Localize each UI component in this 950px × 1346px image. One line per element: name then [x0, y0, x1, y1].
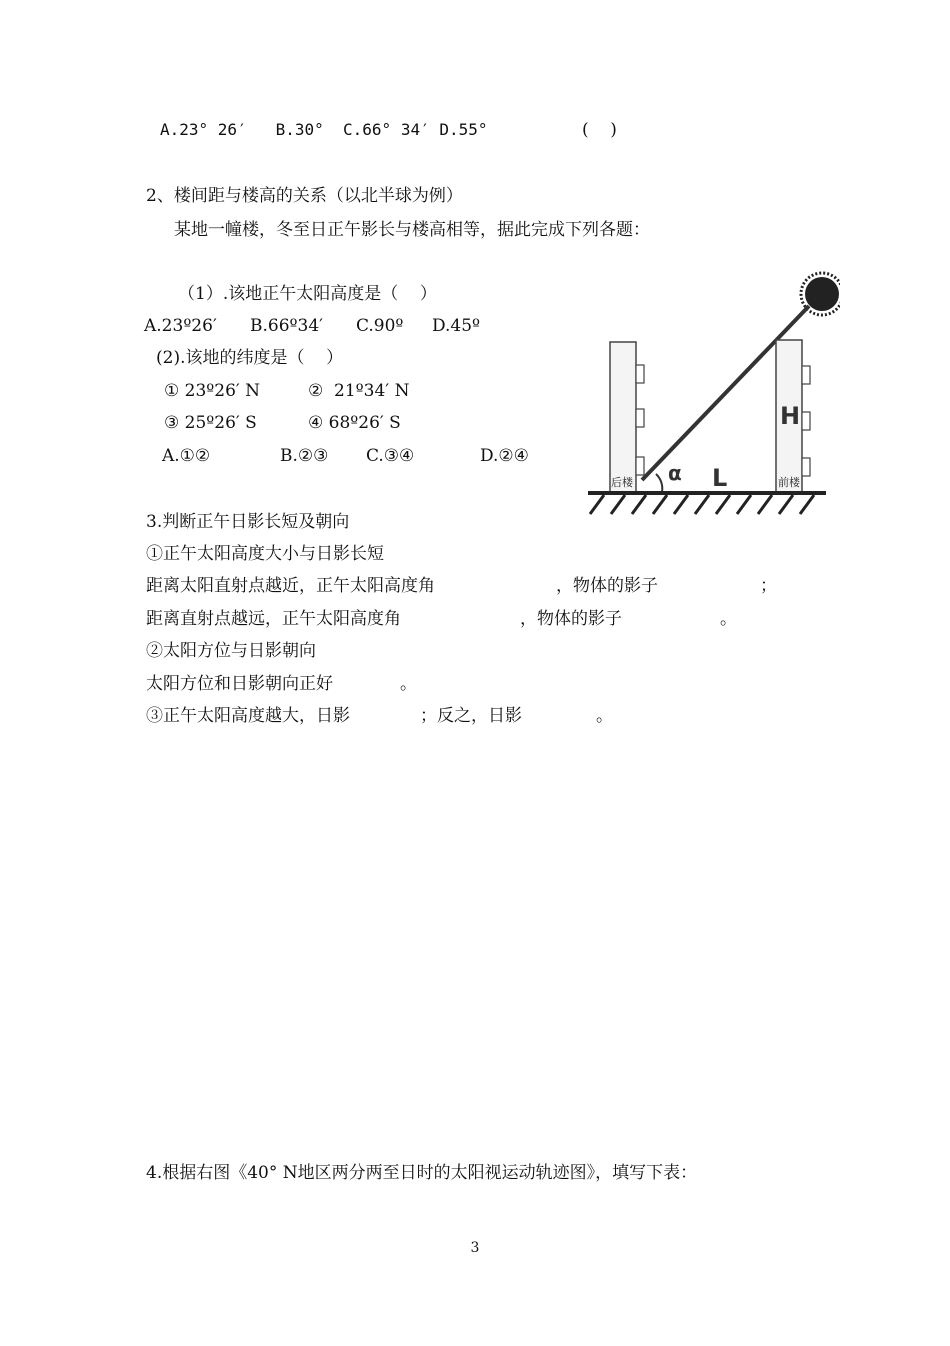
section-2-intro: 某地一幢楼，冬至日正午影长与楼高相等，据此完成下列各题： — [174, 220, 650, 240]
section-3-p1-line2-b: ，物体的影子 — [520, 609, 622, 629]
section-3-p1-line1-a: 距离太阳直射点越近，正午太阳高度角 — [146, 576, 435, 596]
q1-option-a: A.23º26′ — [144, 316, 217, 336]
building-shadow-diagram — [580, 262, 840, 524]
ground-hatching — [590, 495, 814, 514]
section-3-p1-line1-c: ； — [760, 576, 777, 596]
section-3-p1-line1-b: ，物体的影子 — [556, 576, 658, 596]
page-number: 3 — [470, 1240, 480, 1256]
section-3-p3-a: ③正午太阳高度越大，日影 — [146, 706, 350, 726]
answer-bracket: ( ) — [582, 120, 617, 140]
q2-option-b: B.②③ — [280, 446, 329, 466]
q2-option-a: A.①② — [162, 446, 211, 466]
section-3-point-1-title: ①正午太阳高度大小与日影长短 — [146, 544, 384, 564]
section-3-p3-c: 。 — [596, 706, 613, 726]
q2-choice-4: ④ 68º26′ S — [308, 413, 401, 433]
front-building-label: 前楼 — [778, 476, 800, 489]
q2-choice-1: ① 23º26′ N — [164, 381, 261, 401]
section-3-p2-end: 。 — [400, 674, 417, 694]
section-3-title: 3.判断正午日影长短及朝向 — [146, 512, 350, 532]
section-2-title: 2、楼间距与楼高的关系（以北半球为例） — [146, 186, 463, 206]
distance-label: L — [712, 464, 728, 492]
q1-option-d: D.45º — [432, 316, 481, 336]
section-3-p2-line: 太阳方位和日影朝向正好 — [146, 674, 333, 694]
back-building-label: 后楼 — [611, 476, 633, 489]
q2-choice-3: ③ 25º26′ S — [164, 413, 257, 433]
angle-label: α — [668, 461, 682, 485]
height-label: H — [780, 402, 801, 430]
q2-choice-2: ② 21º34′ N — [308, 381, 410, 401]
q1-option-b: B.66º34′ — [250, 316, 324, 336]
q2-option-d: D.②④ — [480, 446, 529, 466]
section-3-p3-b: ；反之，日影 — [420, 706, 522, 726]
section-3-p1-line2-a: 距离直射点越远，正午太阳高度角 — [146, 609, 401, 629]
q1-option-c: C.90º — [356, 316, 404, 336]
section-4-title: 4.根据右图《40° N地区两分两至日时的太阳视运动轨迹图》，填写下表： — [146, 1163, 698, 1183]
q2-stem: (2).该地的纬度是（ ） — [156, 348, 344, 368]
section-3-point-2-title: ②太阳方位与日影朝向 — [146, 641, 316, 661]
section-3-p1-line2-c: 。 — [720, 609, 737, 629]
angle-arc — [656, 474, 662, 492]
back-building — [610, 342, 644, 492]
q2-option-c: C.③④ — [366, 446, 415, 466]
prev-question-options: A.23° 26′ B.30° C.66° 34′ D.55° — [160, 120, 488, 139]
q1-stem: （1）.该地正午太阳高度是（ ） — [178, 284, 437, 304]
